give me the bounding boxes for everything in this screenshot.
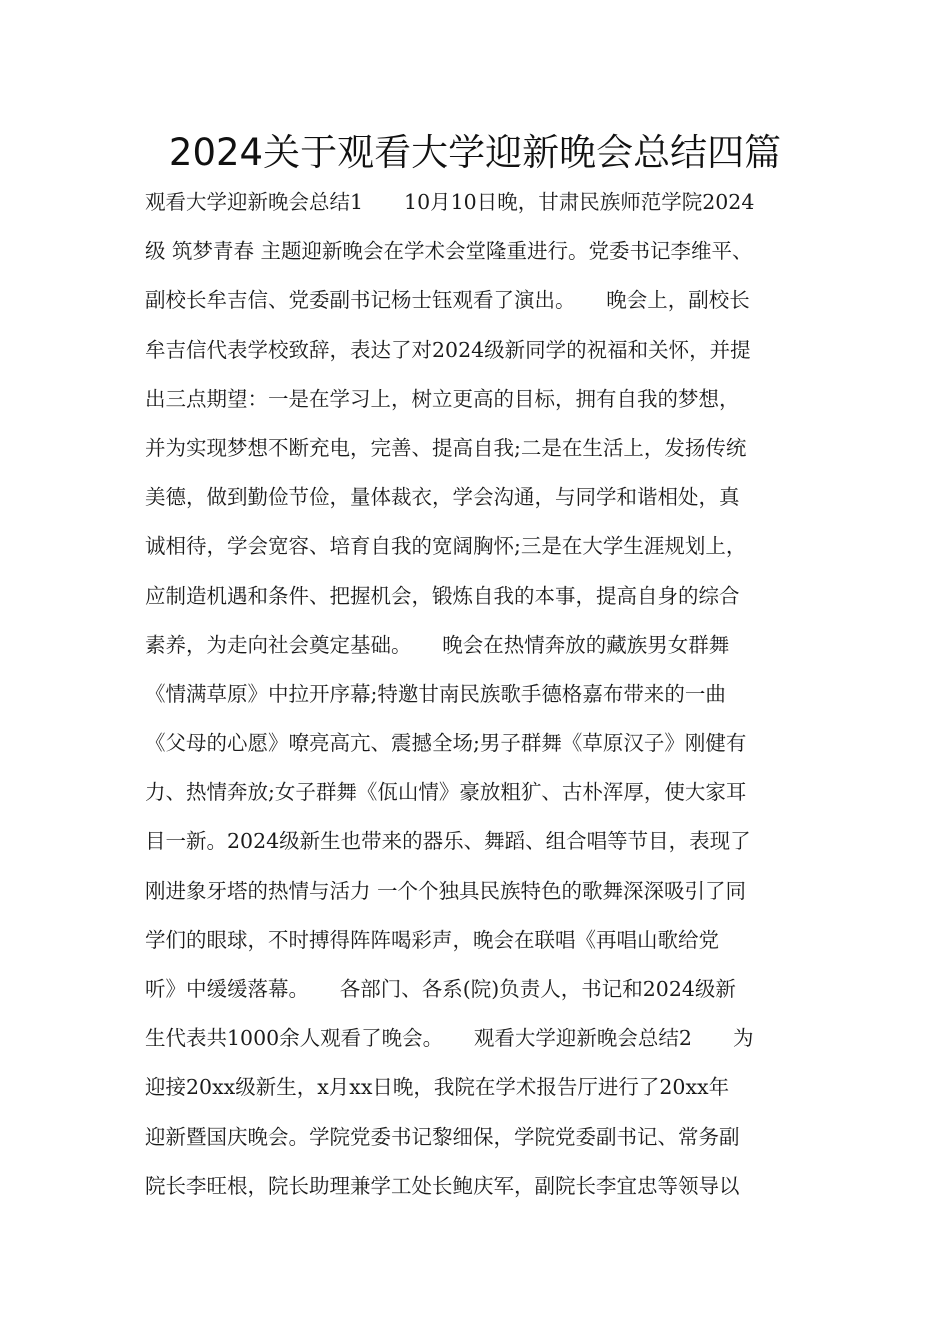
text-line: 刚进象牙塔的热情与活力 一个个独具民族特色的歌舞深深吸引了同 [145,878,747,903]
text-line: 并为实现梦想不断充电，完善、提高自我;二是在生活上，发扬传统 [145,435,747,460]
text-line: 《情满草原》中拉开序幕;特邀甘南民族歌手德格嘉布带来的一曲 [145,681,726,706]
text-line: 迎新暨国庆晚会。学院党委书记黎细保，学院党委副书记、常务副 [145,1124,740,1149]
text-line: 级 筑梦青春 主题迎新晚会在学术会堂隆重进行。党委书记李维平、 [145,239,753,264]
document-title: 2024关于观看大学迎新晚会总结四篇 [168,131,782,174]
text-line: 听》中缓缓落幕。 各部门、各系(院)负责人，书记和2024级新 [145,977,736,1001]
text-line: 副校长牟吉信、党委副书记杨士钰观看了演出。 晚会上，副校长 [145,288,750,313]
text-line: 美德，做到勤俭节俭，量体裁衣，学会沟通，与同学和谐相处，真 [145,485,740,510]
text-line: 学们的眼球，不时搏得阵阵喝彩声，晚会在联唱《再唱山歌给党 [145,927,719,952]
text-line: 应制造机遇和条件、把握机会，锻炼自我的本事，提高自身的综合 [145,583,740,608]
text-line: 迎接20xx级新生，x月xx日晚，我院在学术报告厅进行了20xx年 [145,1075,730,1100]
text-line: 牟吉信代表学校致辞，表达了对2024级新同学的祝福和关怀，并提 [145,337,751,362]
document-body [145,178,845,1211]
text-line: 素养，为走向社会奠定基础。 晚会在热情奔放的藏族男女群舞 [145,632,730,657]
text-line: 目一新。2024级新生也带来的器乐、舞蹈、组合唱等节目，表现了 [145,829,751,854]
text-line: 院长李旺根，院长助理兼学工处长鲍庆军，副院长李宜忠等领导以 [145,1173,740,1198]
text-line: 诚相待，学会宽容、培育自我的宽阔胸怀;三是在大学生涯规划上， [145,534,747,559]
text-line: 出三点期望：一是在学习上，树立更高的目标，拥有自我的梦想， [145,386,740,411]
text-line: 力、热情奔放;女子群舞《佤山情》豪放粗犷、古朴浑厚，使大家耳 [145,780,747,805]
text-line: 《父母的心愿》嘹亮高亢、震撼全场;男子群舞《草原汉子》刚健有 [145,731,747,756]
text-line: 观看大学迎新晚会总结1 10月10日晚，甘肃民族师范学院2024 [145,190,755,214]
text-line: 生代表共1000余人观看了晚会。 观看大学迎新晚会总结2 为 [145,1026,754,1051]
